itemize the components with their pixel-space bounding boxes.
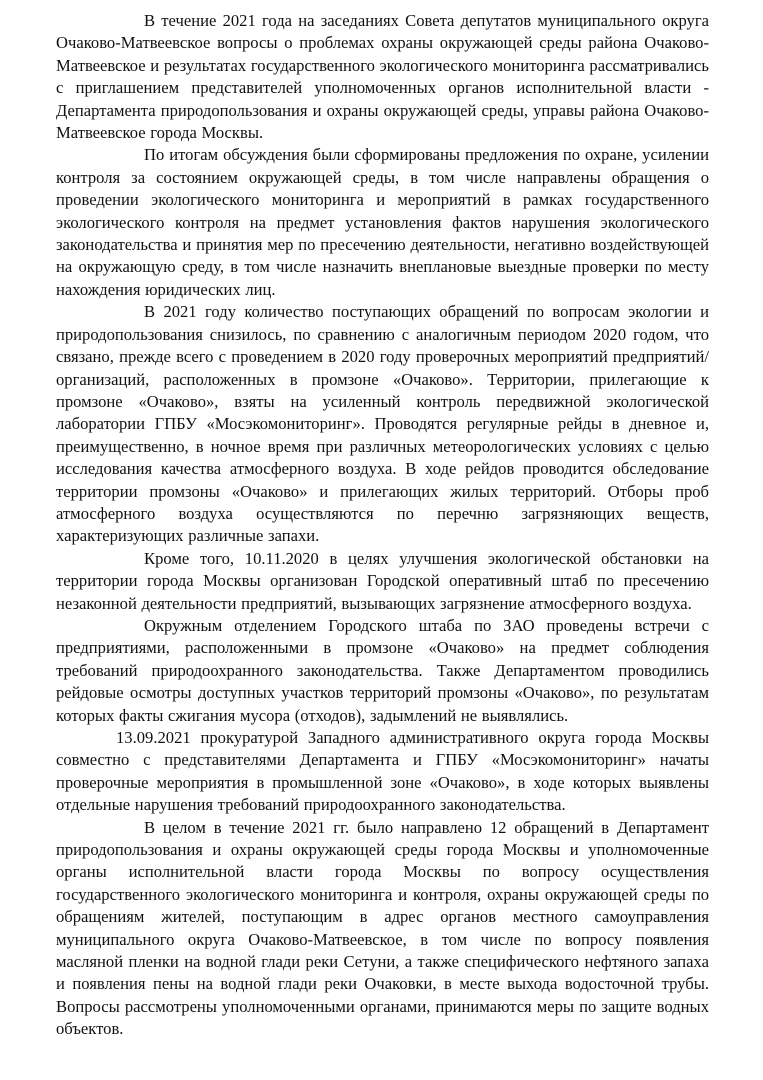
paragraph-prosecutor-inspection: 13.09.2021 прокуратурой Западного административного округа города Москвы совместно с представителями Департамента и ГПБУ «Мосэкомониторинг» начаты проверочные мероприятия в промышленной зоне «Очаково», в ходе которых выявлены отдельные нарушения требований природоохранного законодательства. (56, 728, 709, 815)
paragraph-council-meetings: В течение 2021 года на заседаниях Совета депутатов муниципального округа Очаково-Матвеевское вопросы о проблемах охраны окружающей среды района Очаково-Матвеевское и результатах государственного экологического мониторинга рассматривались с приглашением представителей уполномоченных органов исполнительной власти - Департамента природопользования и охраны окружающей среды, управы района Очаково-Матвеевское города Москвы. (56, 11, 709, 143)
paragraph-appeals-2021: В 2021 году количество поступающих обращений по вопросам экологии и природопользования снизилось, по сравнению с аналогичным периодом 2020 годом, что связано, прежде всего с проведением в 2020 году проверочных мероприятий предприятий/организаций, расположенных в промзоне «Очаково». Территории, прилегающие к промзоне «Очаково», взяты на усиленный контроль передвижной экологической лаборатории ГПБУ «Мосэкомониторинг». Проводятся регулярные рейды в дневное и, преимущественно, в ночное время при различных метеорологических условиях с целью исследования качества атмосферного воздуха. В ходе рейдов проводится обследование территории промзоны «Очаково» и прилегающих жилых территорий. Отборы проб атмосферного воздуха осуществляются по перечню загрязняющих веществ, характеризующих различные запахи. (56, 302, 709, 546)
paragraph-summary-appeals: В целом в течение 2021 гг. было направлено 12 обращений в Департамент природопользования и охраны окружающей среды города Москвы и уполномоченные органы исполнительной власти города Москвы по вопросу осуществления государственного экологического мониторинга и контроля, охраны окружающей среды по обращениям жителей, поступающим в адрес органов местного самоуправления муниципального округа Очаково-Матвеевское, в том числе по вопросу появления масляной пленки на водной глади реки Сетуни, а также специфического нефтяного запаха и появления пены на водной глади реки Очаковки, в месте выхода водосточной трубы. Вопросы рассмотрены уполномоченными органами, принимаются меры по защите водных объектов. (56, 817, 709, 1039)
paragraph-discussion-results: По итогам обсуждения были сформированы предложения по охране, усилении контроля за состоянием окружающей среды, в том числе направлены обращения о проведении экологического мониторинга и мероприятий в рамках государственного экологического контроля на предмет установления фактов нарушения экологического законодательства и принятия мер по пресечению деятельности, негативно воздействующей на окружающую среду, в том числе назначить внеплановые выездные проверки по месту нахождения юридических лиц. (56, 145, 709, 299)
paragraph-city-headquarters: Кроме того, 10.11.2020 в целях улучшения экологической обстановки на территории города Москвы организован Городской оперативный штаб по пресечению незаконной деятельности предприятий, вызывающих загрязнение атмосферного воздуха. (56, 548, 709, 613)
paragraph-district-meetings: Окружным отделением Городского штаба по ЗАО проведены встречи с предприятиями, расположенными в промзоне «Очаково» на предмет соблюдения требований природоохранного законодательства. Также Департаментом проводились рейдовые осмотры доступных участков территорий промзоны «Очаково», по результатам которых факты сжигания мусора (отходов), задымлений не выявлялись. (56, 615, 709, 725)
document-page (56, 10, 709, 1041)
